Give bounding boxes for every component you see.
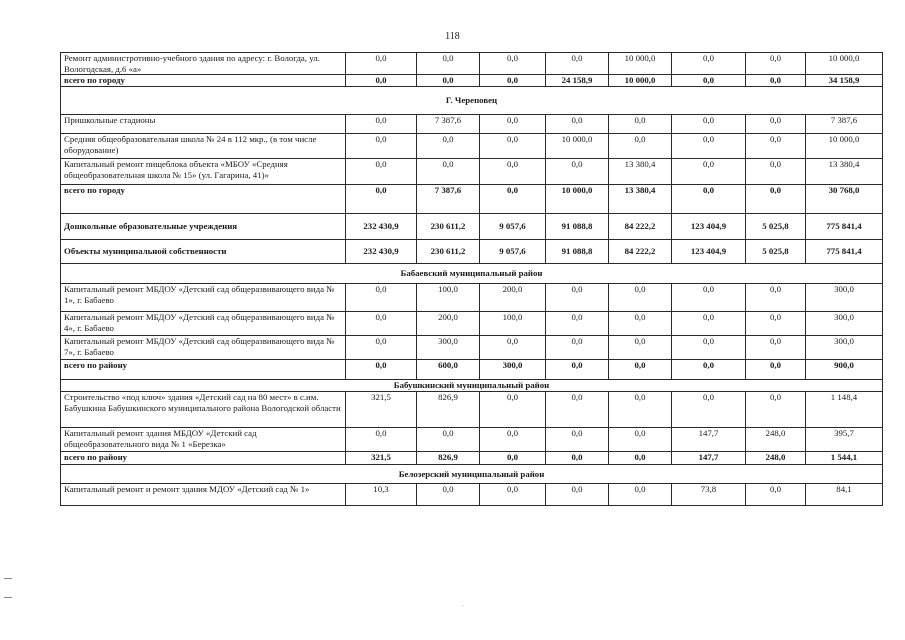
value-cell: 0,0 (346, 336, 417, 360)
edge-mark (4, 597, 12, 598)
value-cell: 147,7 (672, 452, 746, 465)
value-cell: 1 148,4 (806, 392, 883, 428)
value-cell: 0,0 (346, 75, 417, 87)
value-cell: 0,0 (480, 428, 546, 452)
value-cell: 0,0 (672, 392, 746, 428)
value-cell: 0,0 (672, 53, 746, 75)
value-cell: 0,0 (417, 75, 480, 87)
value-cell: 0,0 (746, 484, 806, 506)
value-cell: 230 611,2 (417, 214, 480, 240)
row-label: всего по району (61, 452, 346, 465)
value-cell: 0,0 (746, 336, 806, 360)
table-row (61, 428, 883, 452)
value-cell: 0,0 (746, 392, 806, 428)
value-cell: 0,0 (417, 159, 480, 185)
value-cell: 7 387,6 (806, 115, 883, 134)
total-row (61, 452, 883, 465)
value-cell: 0,0 (746, 159, 806, 185)
value-cell: 0,0 (546, 428, 609, 452)
value-cell: 0,0 (546, 392, 609, 428)
value-cell: 0,0 (746, 185, 806, 214)
value-cell: 10 000,0 (806, 134, 883, 159)
value-cell: 200,0 (417, 312, 480, 336)
value-cell: 0,0 (417, 53, 480, 75)
value-cell: 0,0 (609, 360, 672, 380)
value-cell: 395,7 (806, 428, 883, 452)
value-cell: 13 380,4 (609, 159, 672, 185)
value-cell: 775 841,4 (806, 240, 883, 264)
value-cell: 0,0 (346, 312, 417, 336)
value-cell: 0,0 (672, 185, 746, 214)
row-label: Пришкольные стадионы (61, 115, 346, 134)
table-row (61, 284, 883, 312)
value-cell: 9 057,6 (480, 214, 546, 240)
value-cell: 0,0 (746, 360, 806, 380)
section-row (61, 87, 883, 115)
value-cell: 600,0 (417, 360, 480, 380)
value-cell: 0,0 (746, 53, 806, 75)
section-title: Бабушкинский муниципальный район (61, 380, 883, 392)
value-cell: 13 380,4 (806, 159, 883, 185)
value-cell: 0,0 (346, 159, 417, 185)
section-row (61, 380, 883, 392)
value-cell: 0,0 (546, 115, 609, 134)
row-label: Объекты муниципальной собственности (61, 240, 346, 264)
value-cell: 200,0 (480, 284, 546, 312)
value-cell: 100,0 (417, 284, 480, 312)
value-cell: 0,0 (609, 484, 672, 506)
total-row (61, 214, 883, 240)
row-label: всего по району (61, 360, 346, 380)
value-cell: 0,0 (480, 484, 546, 506)
value-cell: 0,0 (480, 336, 546, 360)
value-cell: 0,0 (346, 185, 417, 214)
value-cell: 123 404,9 (672, 240, 746, 264)
value-cell: 0,0 (746, 284, 806, 312)
value-cell: 24 158,9 (546, 75, 609, 87)
value-cell: 0,0 (480, 159, 546, 185)
value-cell: 0,0 (546, 159, 609, 185)
value-cell: 826,9 (417, 452, 480, 465)
value-cell: 0,0 (480, 392, 546, 428)
value-cell: 91 088,8 (546, 240, 609, 264)
value-cell: 10 000,0 (806, 53, 883, 75)
value-cell: 230 611,2 (417, 240, 480, 264)
row-label: Ремонт администротивно-учебного здания по адресу: г. Вологда, ул. Вологодская, д.6 «а» (61, 53, 346, 75)
table-row (61, 53, 883, 75)
row-label: Строительство «под ключ» здания «Детский сад на 80 мест» в с.им. Бабушкина Бабушкинского муниципального района Вологодской области (61, 392, 346, 428)
value-cell: 0,0 (672, 159, 746, 185)
value-cell: 0,0 (417, 134, 480, 159)
value-cell: 0,0 (480, 53, 546, 75)
value-cell: 248,0 (746, 428, 806, 452)
value-cell: 0,0 (417, 428, 480, 452)
value-cell: 0,0 (480, 75, 546, 87)
row-label: Капитальный ремонт и ремонт здания МДОУ «Детский сад № 1» (61, 484, 346, 506)
value-cell: 5 025,8 (746, 240, 806, 264)
value-cell: 300,0 (806, 336, 883, 360)
value-cell: 0,0 (746, 115, 806, 134)
value-cell: 7 387,6 (417, 185, 480, 214)
value-cell: 300,0 (417, 336, 480, 360)
value-cell: 0,0 (609, 428, 672, 452)
section-row (61, 465, 883, 484)
total-row (61, 360, 883, 380)
row-label: Капитальный ремонт здания МБДОУ «Детский сад общеобразовательного вида № 1 «Березка» (61, 428, 346, 452)
table-row (61, 134, 883, 159)
value-cell: 0,0 (546, 284, 609, 312)
value-cell: 10 000,0 (609, 75, 672, 87)
value-cell: 0,0 (609, 284, 672, 312)
table-row (61, 336, 883, 360)
value-cell: 5 025,8 (746, 214, 806, 240)
value-cell: 0,0 (746, 312, 806, 336)
value-cell: 10 000,0 (546, 134, 609, 159)
value-cell: 0,0 (546, 484, 609, 506)
budget-table (60, 52, 883, 506)
value-cell: 826,9 (417, 392, 480, 428)
value-cell: 0,0 (480, 185, 546, 214)
table-row (61, 115, 883, 134)
value-cell: 34 158,9 (806, 75, 883, 87)
table-row (61, 159, 883, 185)
row-label: Капитальный ремонт пищеблока объекта «МБОУ «Средняя общеобразовательная школа № 15» (ул. Гагарина, 41)» (61, 159, 346, 185)
bottom-mark: ` (462, 606, 464, 612)
value-cell: 0,0 (346, 284, 417, 312)
value-cell: 73,8 (672, 484, 746, 506)
value-cell: 0,0 (346, 115, 417, 134)
value-cell: 0,0 (346, 428, 417, 452)
value-cell: 0,0 (609, 115, 672, 134)
value-cell: 0,0 (672, 284, 746, 312)
section-row (61, 264, 883, 284)
value-cell: 300,0 (480, 360, 546, 380)
value-cell: 0,0 (480, 115, 546, 134)
row-label: Дошкольные образовательные учреждения (61, 214, 346, 240)
value-cell: 321,5 (346, 452, 417, 465)
section-title: Г. Череповец (61, 87, 883, 115)
value-cell: 0,0 (417, 484, 480, 506)
value-cell: 321,5 (346, 392, 417, 428)
page-number: 118 (445, 31, 460, 42)
value-cell: 0,0 (746, 134, 806, 159)
row-label: Капитальный ремонт МБДОУ «Детский сад общеразвивающего вида № 1», г. Бабаево (61, 284, 346, 312)
value-cell: 248,0 (746, 452, 806, 465)
section-title: Белозерский муниципальный район (61, 465, 883, 484)
row-label: Капитальный ремонт МБДОУ «Детский сад общеразвивающего вида № 7», г. Бабаево (61, 336, 346, 360)
value-cell: 300,0 (806, 312, 883, 336)
value-cell: 0,0 (609, 134, 672, 159)
value-cell: 7 387,6 (417, 115, 480, 134)
value-cell: 0,0 (346, 360, 417, 380)
value-cell: 0,0 (546, 336, 609, 360)
row-label: Капитальный ремонт МБДОУ «Детский сад общеразвивающего вида № 4», г. Бабаево (61, 312, 346, 336)
total-row (61, 75, 883, 87)
value-cell: 1 544,1 (806, 452, 883, 465)
value-cell: 0,0 (609, 392, 672, 428)
value-cell: 0,0 (609, 452, 672, 465)
value-cell: 0,0 (746, 75, 806, 87)
value-cell: 0,0 (672, 134, 746, 159)
value-cell: 0,0 (546, 452, 609, 465)
value-cell: 0,0 (609, 312, 672, 336)
value-cell: 10 000,0 (609, 53, 672, 75)
value-cell: 0,0 (480, 452, 546, 465)
value-cell: 0,0 (672, 336, 746, 360)
total-row (61, 185, 883, 214)
value-cell: 0,0 (546, 53, 609, 75)
edge-mark (4, 578, 12, 579)
total-row (61, 240, 883, 264)
value-cell: 300,0 (806, 284, 883, 312)
table-row (61, 484, 883, 506)
value-cell: 900,0 (806, 360, 883, 380)
value-cell: 100,0 (480, 312, 546, 336)
value-cell: 84,1 (806, 484, 883, 506)
value-cell: 84 222,2 (609, 240, 672, 264)
value-cell: 123 404,9 (672, 214, 746, 240)
value-cell: 232 430,9 (346, 240, 417, 264)
value-cell: 0,0 (346, 53, 417, 75)
table-row (61, 392, 883, 428)
value-cell: 0,0 (346, 134, 417, 159)
value-cell: 30 768,0 (806, 185, 883, 214)
value-cell: 232 430,9 (346, 214, 417, 240)
value-cell: 0,0 (672, 360, 746, 380)
value-cell: 0,0 (672, 75, 746, 87)
value-cell: 91 088,8 (546, 214, 609, 240)
row-label: Средняя общеобразовательная школа № 24 в 112 мкр., (в том числе оборудование) (61, 134, 346, 159)
value-cell: 10,3 (346, 484, 417, 506)
value-cell: 13 380,4 (609, 185, 672, 214)
row-label: всего по городу (61, 185, 346, 214)
value-cell: 0,0 (672, 312, 746, 336)
value-cell: 84 222,2 (609, 214, 672, 240)
row-label: всего по городу (61, 75, 346, 87)
value-cell: 775 841,4 (806, 214, 883, 240)
section-title: Бабаевский муниципальный район (61, 264, 883, 284)
value-cell: 0,0 (609, 336, 672, 360)
value-cell: 0,0 (672, 115, 746, 134)
value-cell: 147,7 (672, 428, 746, 452)
value-cell: 10 000,0 (546, 185, 609, 214)
value-cell: 0,0 (546, 360, 609, 380)
value-cell: 0,0 (546, 312, 609, 336)
table-row (61, 312, 883, 336)
value-cell: 9 057,6 (480, 240, 546, 264)
value-cell: 0,0 (480, 134, 546, 159)
